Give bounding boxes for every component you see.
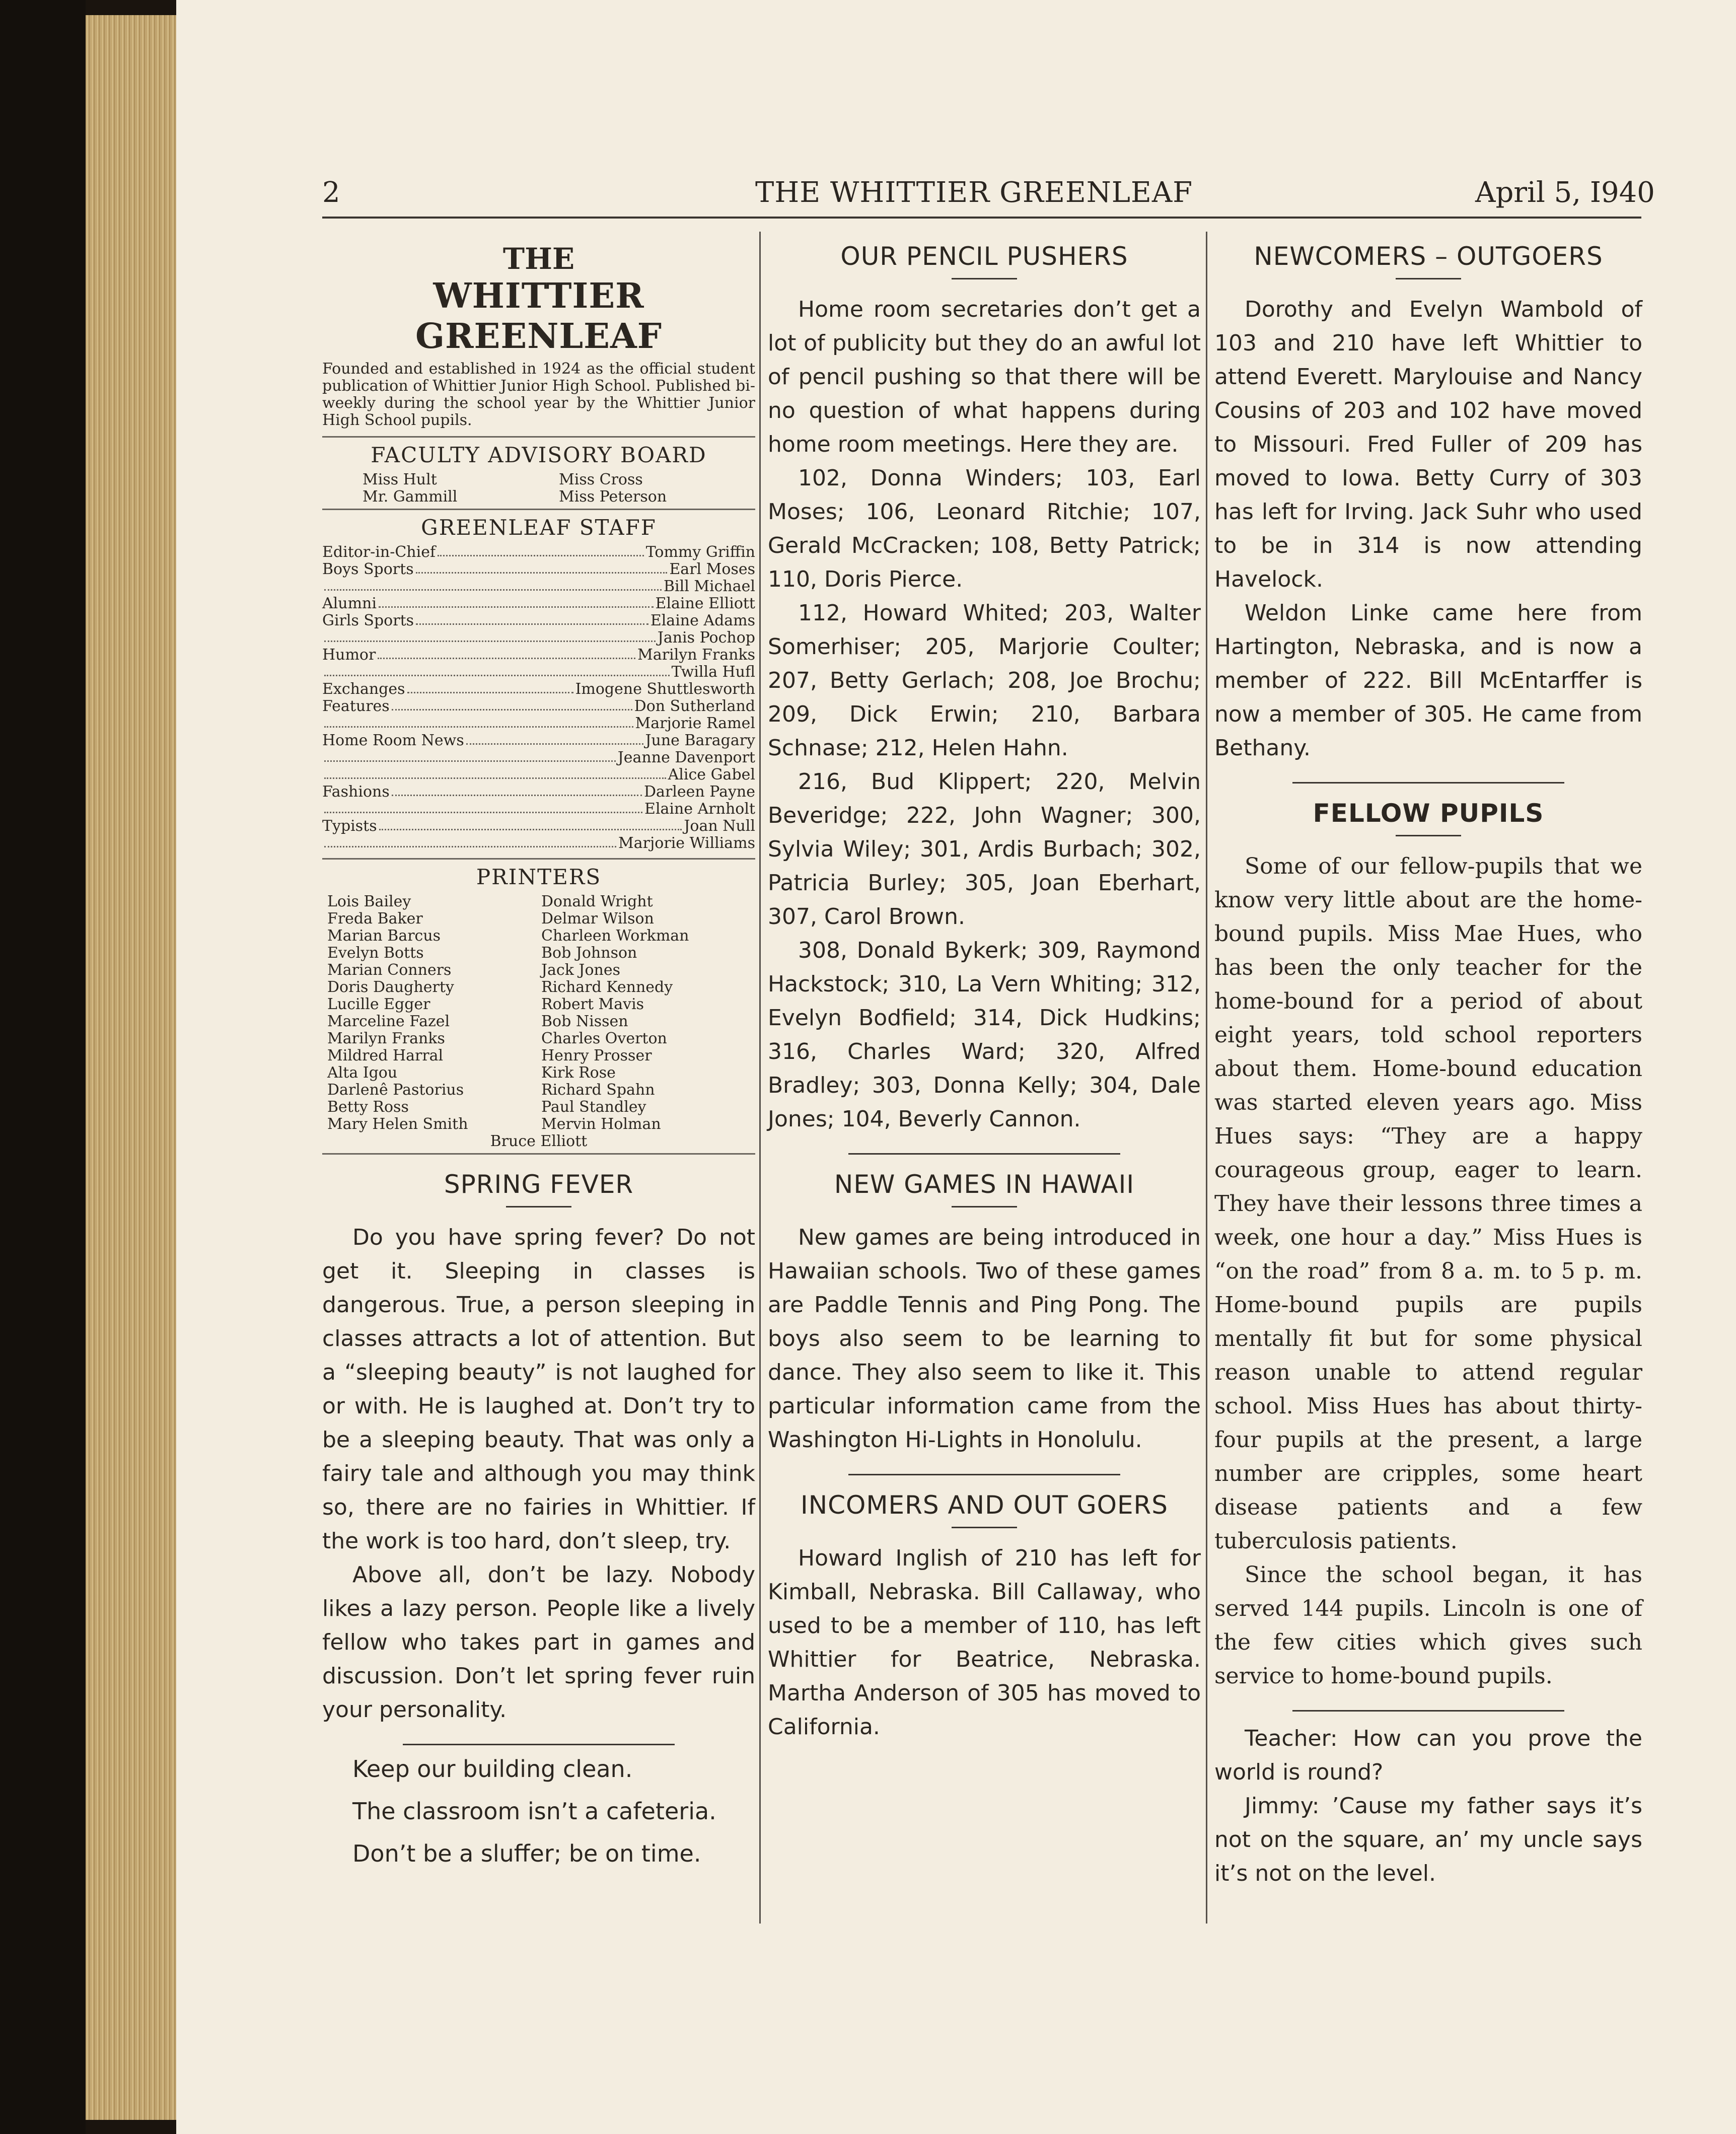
printer-name: Alta Igou	[327, 1064, 398, 1082]
title-rule	[1396, 278, 1461, 279]
staff-row	[322, 766, 755, 784]
fellow-pupils-body	[1214, 849, 1642, 1693]
title-rule	[506, 1206, 571, 1207]
incomers-body	[768, 1541, 1201, 1744]
printer-name: Marian Conners	[327, 961, 452, 979]
printer-name: Lois Bailey	[327, 893, 411, 910]
staff-name: June Baragary	[645, 732, 755, 749]
staff-name: Bill Michael	[663, 578, 755, 595]
masthead-the: THE	[502, 242, 575, 276]
printer-name: Richard Kennedy	[541, 978, 673, 996]
divider	[322, 509, 755, 510]
dot-leader	[324, 664, 670, 676]
page-edges	[86, 15, 181, 2120]
dot-leader	[324, 629, 656, 642]
staff-row	[322, 544, 755, 561]
title-rule	[952, 1206, 1017, 1207]
staff-role: Editor-in-Chief	[322, 543, 436, 561]
dot-leader	[466, 732, 643, 745]
staff-row	[322, 629, 755, 647]
staff-role: Features	[322, 697, 390, 715]
divider	[1292, 782, 1564, 784]
divider	[322, 436, 755, 438]
column-rule	[1206, 232, 1207, 1924]
dot-leader	[416, 561, 668, 574]
newcomers-body	[1214, 293, 1642, 765]
dot-leader	[407, 681, 573, 693]
printer-name: Evelyn Botts	[327, 944, 424, 962]
staff-name: Elaine Adams	[650, 612, 755, 629]
staff-row	[322, 561, 755, 578]
staff-name: Elaine Arnholt	[644, 800, 755, 818]
paragraph: Since the school began, it has served 144 pupils. Lincoln is one of the few cities which gives such service to home-bound pupils.	[1214, 1562, 1642, 1689]
paragraph: New games are being introduced in Hawaiian schools. Two of these games are Paddle Tennis and Ping Pong. The boys also seem to be learning to dance. They also seem to like it. This particular information came from the Washington Hi-Lights in Honolulu.	[768, 1225, 1201, 1453]
faculty-name: Miss Peterson	[559, 488, 667, 506]
divider	[1292, 1710, 1564, 1712]
paragraph: Some of our fellow-pupils that we know very little about are the home-bound pupils. Miss Mae Hues, who has been the only teacher for the home-bound for a period of about eight years, told school reporters about them. Home-bound education was started eleven years ago. Miss Hues says: “They are a happy courageous group, eager to learn. They have their lessons three times a week, one hour a day.” Miss Hues is “on the road” from 8 a. m. to 5 p. m. Home-bound pupils are pupils mentally fit but for some physical reason unable to attend regular school. Miss Hues has about thirty-four pupils at the present, a large number are cripples, some heart disease patients and a few tuberculosis patients.	[1214, 853, 1642, 1554]
staff-role: Exchanges	[322, 680, 405, 698]
staff-row	[322, 835, 755, 852]
column-rule	[759, 232, 761, 1924]
joke-body	[1214, 1722, 1642, 1890]
staff-name: Jeanne Davenport	[617, 749, 755, 766]
incomers-title: INCOMERS AND OUT GOERS	[800, 1490, 1169, 1520]
dot-leader	[324, 749, 616, 762]
staff-row	[322, 595, 755, 612]
staff-row	[322, 681, 755, 698]
dot-leader	[324, 801, 642, 813]
dot-leader	[324, 578, 662, 591]
dot-leader	[324, 835, 616, 847]
dot-leader	[378, 647, 635, 659]
faculty-name: Miss Hult	[363, 471, 437, 488]
printer-name: Mildred Harral	[327, 1047, 444, 1064]
printers-last: Bruce Elliott	[490, 1132, 588, 1150]
spring-fever-body	[322, 1221, 755, 1727]
staff-role: Home Room News	[322, 732, 464, 749]
staff-role: Alumni	[322, 595, 377, 612]
paragraph: 216, Bud Klippert; 220, Melvin Beveridge; 222, John Wagner; 300, Sylvia Wiley; 301, Ardis Burbach; 302, Patricia Burley; 305, Joan Eberhart, 307, Carol Brown.	[768, 769, 1201, 930]
dot-leader	[438, 544, 644, 556]
paragraph: Dorothy and Evelyn Wambold of 103 and 210 have left Whittier to attend Everett. Marylouise and Nancy Cousins of 203 and 102 have moved to Missouri. Fred Fuller of 209 has moved to Iowa. Betty Curry of 303 has left for Irving. Jack Suhr who used to be in 314 is now attending Havelock.	[1214, 297, 1642, 592]
printer-name: Darlenê Pastorius	[327, 1081, 464, 1099]
staff-row	[322, 664, 755, 681]
printer-name: Mary Helen Smith	[327, 1115, 468, 1133]
staff-role: Typists	[322, 817, 377, 835]
book-binding	[0, 0, 86, 2134]
faculty-row	[322, 471, 755, 488]
printer-name: Mervin Holman	[541, 1115, 661, 1133]
paragraph: 102, Donna Winders; 103, Earl Moses; 106, Leonard Ritchie; 107, Gerald McCracken; 108, Betty Patrick; 110, Doris Pierce.	[768, 465, 1201, 592]
paragraph: Jimmy: ’Cause my father says it’s not on the square, an’ my uncle says it’s not on the level.	[1214, 1793, 1642, 1886]
paragraph: Weldon Linke came here from Hartington, Nebraska, and is now a member of 222. Bill McEntarffer is now a member of 305. He came from Bethany.	[1214, 600, 1642, 761]
staff-role: Humor	[322, 646, 376, 664]
title-rule	[1396, 835, 1461, 836]
staff-name: Joan Null	[684, 817, 755, 835]
printers-title: PRINTERS	[476, 865, 602, 889]
dot-leader	[379, 595, 654, 608]
column-3	[1214, 232, 1642, 1890]
page-number: 2	[322, 176, 340, 209]
faculty-title: FACULTY ADVISORY BOARD	[371, 443, 707, 467]
divider	[322, 858, 755, 860]
paragraph: Above all, don’t be lazy. Nobody likes a lazy person. People like a lively fellow who takes part in games and discussion. Don’t let spring fever ruin your personality.	[322, 1562, 755, 1723]
printer-name: Lucille Egger	[327, 995, 430, 1013]
staff-name: Elaine Elliott	[655, 595, 755, 612]
printer-name: Marilyn Franks	[327, 1030, 445, 1047]
printer-name: Doris Daugherty	[327, 978, 454, 996]
staff-row	[322, 578, 755, 595]
faculty-name: Miss Cross	[559, 471, 643, 488]
printer-name: Betty Ross	[327, 1098, 409, 1116]
divider	[848, 1153, 1120, 1155]
newcomers-title: NEWCOMERS – OUTGOERS	[1254, 242, 1603, 271]
staff-role: Boys Sports	[322, 560, 414, 578]
dot-leader	[379, 818, 682, 830]
masthead-name: WHITTIER GREENLEAF	[415, 276, 663, 357]
printer-name: Donald Wright	[541, 893, 653, 910]
title-rule	[952, 1527, 1017, 1528]
paragraph: Home room secretaries don’t get a lot of publicity but they do an awful lot of pencil pushing so that there will be no question of what happens during home room meetings. Here they are.	[768, 297, 1201, 457]
printer-name: Charles Overton	[541, 1030, 667, 1047]
printer-name: Freda Baker	[327, 910, 423, 928]
paper-title: THE WHITTIER GREENLEAF	[755, 176, 1193, 209]
printer-name: Henry Prosser	[541, 1047, 652, 1064]
printer-name: Delmar Wilson	[541, 910, 654, 928]
dot-leader	[392, 698, 632, 710]
dot-leader	[324, 715, 633, 728]
staff-name: Don Sutherland	[634, 697, 755, 715]
staff-name: Darleen Payne	[644, 783, 755, 801]
printer-name: Jack Jones	[541, 961, 620, 979]
printer-name: Charleen Workman	[541, 927, 689, 945]
staff-row	[322, 732, 755, 749]
staff-row	[322, 749, 755, 766]
faculty-list	[322, 471, 755, 506]
printer-name: Paul Standley	[541, 1098, 646, 1116]
hawaii-title: NEW GAMES IN HAWAII	[834, 1170, 1135, 1199]
staff-name: Marjorie Ramel	[635, 715, 755, 732]
staff-row	[322, 647, 755, 664]
hawaii-body	[768, 1221, 1201, 1457]
divider	[848, 1474, 1120, 1475]
staff-title: GREENLEAF STAFF	[421, 515, 657, 540]
printer-name: Kirk Rose	[541, 1064, 616, 1082]
dot-leader	[324, 766, 666, 779]
slogan-line: The classroom isn’t a cafeteria.	[352, 1798, 716, 1825]
staff-row	[322, 801, 755, 818]
staff-row	[322, 818, 755, 835]
divider	[322, 1153, 755, 1155]
staff-list	[322, 544, 755, 852]
staff-role: Girls Sports	[322, 612, 414, 629]
printer-name: Marian Barcus	[327, 927, 441, 945]
issue-date: April 5, I940	[1475, 176, 1655, 209]
printer-name: Robert Mavis	[541, 995, 644, 1013]
staff-row	[322, 612, 755, 629]
paragraph: Howard Inglish of 210 has left for Kimball, Nebraska. Bill Callaway, who used to be a member of 110, has left Whittier for Beatrice, Nebraska. Martha Anderson of 305 has moved to California.	[768, 1545, 1201, 1740]
printer-name: Marceline Fazel	[327, 1013, 450, 1030]
pencil-pushers-body	[768, 293, 1201, 1136]
column-2	[768, 232, 1201, 1744]
staff-role: Fashions	[322, 783, 390, 801]
slogan-line: Keep our building clean.	[352, 1755, 633, 1783]
staff-name: Janis Pochop	[657, 629, 755, 647]
dot-leader	[416, 612, 648, 625]
staff-row	[322, 715, 755, 732]
spring-fever-title: SPRING FEVER	[444, 1170, 634, 1199]
staff-name: Earl Moses	[669, 560, 755, 578]
printer-name: Richard Spahn	[541, 1081, 655, 1099]
title-rule	[952, 278, 1017, 279]
paragraph: Do you have spring fever? Do not get it. Sleeping in classes is dangerous. True, a person sleeping in classes attracts a lot of attention. But a “sleeping beauty” is not laughed for or with. He is laughed at. Don’t try to be a sleeping beauty. That was only a fairy tale and although you may think so, there are no fairies in Whittier. If the work is too hard, don’t sleep, try.	[322, 1225, 755, 1554]
masthead-description: Founded and established in 1924 as the official student publication of Whittier Junior High School. Published bi-weekly during the school year by the Whittier Junior High School pupils.	[322, 360, 755, 429]
staff-row	[322, 698, 755, 715]
header-rule	[322, 217, 1641, 219]
slogans	[322, 1755, 755, 1867]
staff-name: Marjorie Williams	[618, 834, 755, 852]
staff-name: Imogene Shuttlesworth	[575, 680, 755, 698]
column-1	[322, 232, 755, 1882]
staff-name: Tommy Griffin	[645, 543, 755, 561]
paragraph: 112, Howard Whited; 203, Walter Somerhiser; 205, Marjorie Coulter; 207, Betty Gerlach; 208, Joe Brochu; 209, Dick Erwin; 210, Barbara Schnase; 212, Helen Hahn.	[768, 600, 1201, 761]
staff-name: Alice Gabel	[668, 766, 755, 784]
fellow-pupils-title: FELLOW PUPILS	[1313, 799, 1544, 828]
divider	[403, 1744, 675, 1745]
faculty-row	[322, 488, 755, 506]
staff-row	[322, 784, 755, 801]
staff-name: Marilyn Franks	[637, 646, 755, 664]
printers-list	[322, 893, 755, 1133]
slogan-line: Don’t be a sluffer; be on time.	[352, 1840, 701, 1867]
paragraph: Teacher: How can you prove the world is round?	[1214, 1726, 1642, 1785]
faculty-name: Mr. Gammill	[363, 488, 458, 506]
paragraph: 308, Donald Bykerk; 309, Raymond Hackstock; 310, La Vern Whiting; 312, Evelyn Bodfield; 314, Dick Hudkins; 316, Charles Ward; 320, Alfred Bradley; 303, Donna Kelly; 304, Dale Jones; 104, Beverly Cannon.	[768, 938, 1201, 1132]
printer-name: Bob Johnson	[541, 944, 637, 962]
pencil-pushers-title: OUR PENCIL PUSHERS	[840, 242, 1128, 271]
printer-name: Bob Nissen	[541, 1013, 628, 1030]
staff-name: Twilla Hufl	[671, 663, 755, 681]
dot-leader	[392, 784, 642, 796]
